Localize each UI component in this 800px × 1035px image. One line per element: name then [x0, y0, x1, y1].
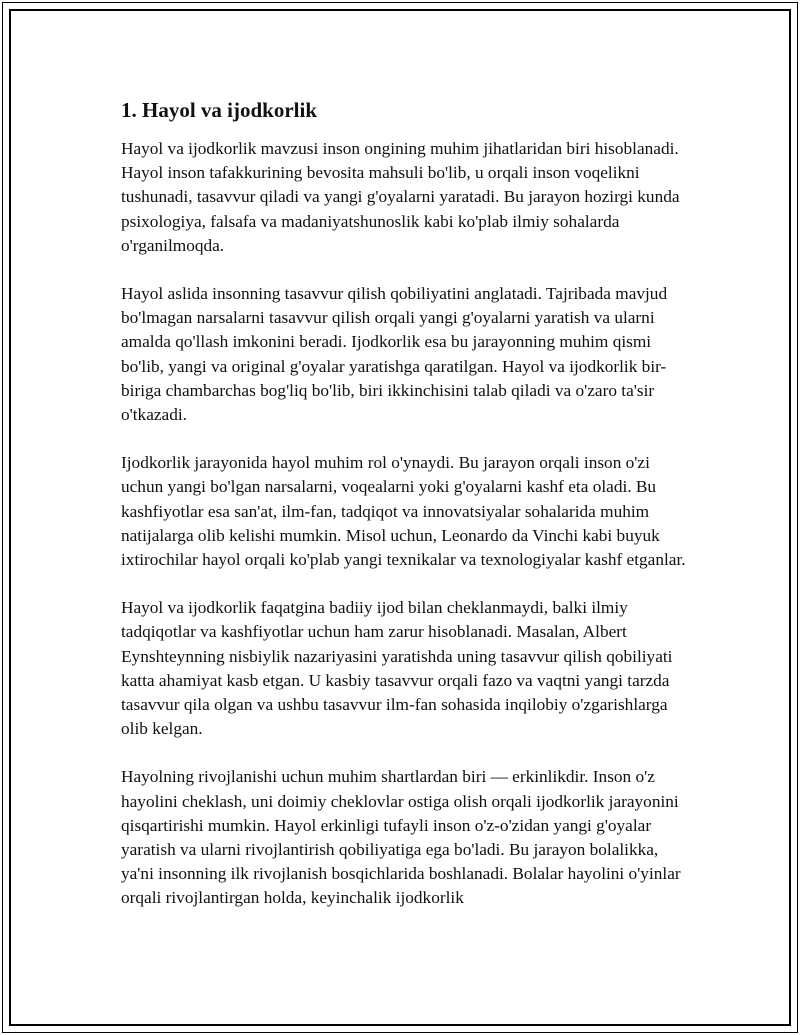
paragraph-4: Hayol va ijodkorlik faqatgina badiiy ijod bilan cheklanmaydi, balki ilmiy tadqiqotlar va kashfiyotlar uchun ham zarur hisoblanadi. Masalan, Albert Eynshteynning nisbiylik nazariyasini yaratishda uning tasavvur qilish qobiliyati katta ahamiyat kasb etgan. U kasbiy tasavvur orqali fazo va vaqtni yangi tarzda tasavvur qila olgan va ushbu tasavvur ilm-fan sohasida inqilobiy o'zgarishlarga olib kelgan. — [121, 598, 673, 739]
paragraph-5: Hayolning rivojlanishi uchun muhim shartlardan biri — erkinlikdir. Inson o'z hayolini cheklash, uni doimiy cheklovlar ostiga olish orqali ijodkorlik jarayonini qisqartirishi mumkin. Hayol erkinligi tufayli inson o'z-o'zidan yangi g'oyalar yaratish va ularni rivojlantirish qobiliyatiga ega bo'ladi. Bu jarayon bolalikka, ya'ni insonning ilk rivojlanish bosqichlarida boshlanadi. Bolalar hayolini o'yinlar orqali rivojlantirgan holda, keyinchalik ijodkorlik — [121, 767, 681, 908]
section-heading: 1. Hayol va ijodkorlik — [121, 98, 318, 122]
paragraph-3: Ijodkorlik jarayonida hayol muhim rol o'ynaydi. Bu jarayon orqali inson o'zi uchun yangi bo'lgan narsalarni, voqealarni yoki g'oyalarni kashf eta oladi. Bu kashfiyotlar esa san'at, ilm-fan, tadqiqot va innovatsiyalar sohalarida muhim natijalarga olib kelishi mumkin. Misol uchun, Leonardo da Vinchi kabi buyuk ixtirochilar hayol orqali ko'plab yangi texnikalar va texnologiyalar kashf etganlar. — [121, 453, 686, 570]
paragraph-1: Hayol va ijodkorlik mavzusi inson ongining muhim jihatlaridan biri hisoblanadi. Hayol inson tafakkurining bevosita mahsuli bo'lib, u orqali inson voqelikni tushunadi, tasavvur qiladi va yangi g'oyalarni yaratadi. Bu jarayon hozirgi kunda psixologiya, falsafa va madaniyatshunoslik kabi ko'plab ilmiy sohalarda o'rganilmoqda. — [121, 139, 680, 255]
paragraph-2: Hayol aslida insonning tasavvur qilish qobiliyatini anglatadi. Tajribada mavjud bo'lmagan narsalarni tasavvur qilish orqali yangi g'oyalarni yaratish va ularni amalda qo'llash imkonini beradi. Ijodkorlik esa bu jarayonning muhim qismi bo'lib, yangi va original g'oyalar yaratishga qaratilgan. Hayol va ijodkorlik bir-biriga chambarchas bog'liq bo'lib, biri ikkinchisini talab qiladi va o'zaro ta'sir o'tkazadi. — [121, 284, 668, 425]
page-content — [121, 97, 687, 935]
document-page — [2, 2, 798, 1033]
